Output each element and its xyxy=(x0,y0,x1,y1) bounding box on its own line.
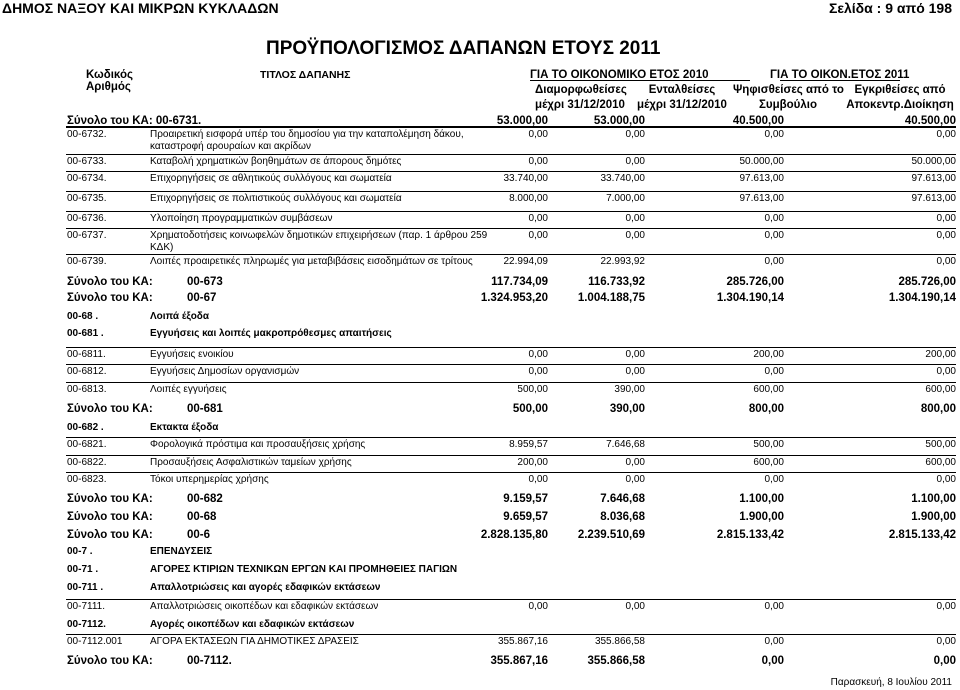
row-description: Λοιπές προαιρετικές πληρωμές για μεταβιβάσεις εισοδημάτων σε τρίτους xyxy=(150,256,473,267)
value-col2: 355.866,58 xyxy=(587,655,645,667)
value-col3: 1.100,00 xyxy=(739,493,784,505)
row-separator xyxy=(66,634,956,635)
col3-header-line1: Ψηφισθείσες από το xyxy=(733,84,844,96)
value-col2: 7.000,00 xyxy=(606,193,645,204)
row-separator xyxy=(66,347,956,348)
value-col4: 0,00 xyxy=(936,230,956,241)
value-col4: 1.100,00 xyxy=(911,493,956,505)
value-col1: 200,00 xyxy=(517,457,548,468)
value-col4: 97.613,00 xyxy=(911,173,956,184)
row-description: Καταβολή χρηματικών βοηθημάτων σε άπορους δημότες xyxy=(150,156,402,167)
row-description: Τόκοι υπερημερίας χρήσης xyxy=(150,474,269,485)
row-description: Εγγυήσεις και λοιπές μακροπρόθεσμες απαιτήσεις xyxy=(150,328,392,339)
row-description: Εγγυήσεις ενοικίου xyxy=(150,349,234,360)
row-separator xyxy=(66,455,956,456)
row-description: Απαλλοτριώσεις και αγορές εδαφικών εκτάσεων xyxy=(150,582,381,593)
value-col2: 0,00 xyxy=(625,457,645,468)
value-col2: 7.646,68 xyxy=(606,439,645,450)
value-col3: 600,00 xyxy=(753,384,784,395)
value-col4: 0,00 xyxy=(936,256,956,267)
value-col3: 1.900,00 xyxy=(739,511,784,523)
row-description: Απαλλοτριώσεις οικοπέδων και εδαφικών εκτάσεων xyxy=(150,601,379,612)
row-separator xyxy=(66,472,956,473)
row-separator xyxy=(66,211,956,212)
value-col1: 9.659,57 xyxy=(503,511,548,523)
row-description: Υλοποίηση προγραμματικών συμβάσεων xyxy=(150,213,333,224)
value-col3: 1.304.190,14 xyxy=(716,292,784,304)
row-description: Αγορές οικοπέδων και εδαφικών εκτάσεων xyxy=(150,619,355,630)
row-code: Σύνολο του ΚΑ: xyxy=(67,529,153,541)
row-separator xyxy=(66,437,956,438)
col3-header-line2: Συμβούλιο xyxy=(759,99,817,111)
col2-header-line1: Ενταλθείσες xyxy=(648,84,716,96)
value-col4: 1.304.190,14 xyxy=(888,292,956,304)
col1-header-line1: Διαμορφωθείσες xyxy=(535,84,627,96)
row-code: 00-6822. xyxy=(67,457,107,468)
row-code: 00-6812. xyxy=(67,366,107,377)
row-code: 00-6813. xyxy=(67,384,107,395)
value-col3: 0,00 xyxy=(764,636,784,647)
row-description: Χρηματοδοτήσεις κοινωφελών δημοτικών επιχειρήσεων (παρ. 1 άρθρου 259 ΚΔΚ) xyxy=(150,230,488,253)
value-col3: 50.000,00 xyxy=(739,156,784,167)
municipality-name: ΔΗΜΟΣ ΝΑΞΟΥ ΚΑΙ ΜΙΚΡΩΝ ΚΥΚΛΑΔΩΝ xyxy=(2,0,279,16)
value-col4: 0,00 xyxy=(936,213,956,224)
row-code: Σύνολο του ΚΑ: xyxy=(67,511,153,523)
value-col4: 50.000,00 xyxy=(911,156,956,167)
value-col3: 0,00 xyxy=(764,601,784,612)
value-col1: 33.740,00 xyxy=(503,173,548,184)
value-col3: 97.613,00 xyxy=(739,193,784,204)
value-col2: 355.866,58 xyxy=(594,636,645,647)
total-code: 00-7112. xyxy=(187,655,232,667)
value-col4: 97.613,00 xyxy=(911,193,956,204)
row-code: Σύνολο του ΚΑ: xyxy=(67,493,153,505)
page-number: Σελίδα : 9 από 198 xyxy=(828,0,952,16)
footer-date: Παρασκευή, 8 Ιουλίου 2011 xyxy=(830,677,952,688)
value-col4: 0,00 xyxy=(936,366,956,377)
col1-header-line2: μέχρι 31/12/2010 xyxy=(535,99,625,111)
row-code: 00-7112.001 xyxy=(67,636,123,647)
value-col1: 355.867,16 xyxy=(490,655,548,667)
value-col2: 0,00 xyxy=(625,156,645,167)
value-col1: 0,00 xyxy=(528,474,548,485)
row-separator xyxy=(66,364,956,365)
value-col2: 22.993,92 xyxy=(600,256,645,267)
value-col3: 800,00 xyxy=(748,403,784,415)
value-col4: 0,00 xyxy=(933,655,956,667)
value-col1: 0,00 xyxy=(528,601,548,612)
row-separator xyxy=(66,382,956,383)
row-description: Εγγυήσεις Δημοσίων οργανισμών xyxy=(150,366,300,377)
row-description: Προαιρετική εισφορά υπέρ του δημοσίου για την καταπολέμηση δάκου, καταστροφή αρουραίων και ακρίδων xyxy=(150,129,464,152)
value-col2: 0,00 xyxy=(625,230,645,241)
row-code: 00-6823. xyxy=(67,474,107,485)
row-description: Φορολογικά πρόστιμα και προσαυξήσεις χρήσης xyxy=(150,439,366,450)
row-separator xyxy=(66,254,956,255)
code-header-line2: Αριθμός xyxy=(86,81,131,93)
row-description: Εκτακτα έξοδα xyxy=(150,422,219,433)
value-col3: 600,00 xyxy=(753,457,784,468)
total-code: 00-682 xyxy=(187,493,223,505)
row-code: 00-7111. xyxy=(67,601,105,612)
row-separator xyxy=(66,599,956,600)
row-code: 00-682 . xyxy=(67,422,104,433)
value-col1: 0,00 xyxy=(528,156,548,167)
value-col4: 1.900,00 xyxy=(911,511,956,523)
value-col3: 2.815.133,42 xyxy=(716,529,784,541)
value-col2: 0,00 xyxy=(625,213,645,224)
row-code: 00-681 . xyxy=(67,328,104,339)
value-col4: 0,00 xyxy=(936,129,956,140)
row-separator xyxy=(66,228,956,229)
row-description: Επιχορηγήσεις σε πολιτιστικούς συλλόγους και σωματεία xyxy=(150,193,402,204)
value-col4: 0,00 xyxy=(936,474,956,485)
fy2010-header: ΓΙΑ ΤΟ ΟΙΚΟΝΟΜΙΚΟ ΕΤΟΣ 2010 xyxy=(530,69,709,81)
value-col3: 0,00 xyxy=(761,655,784,667)
value-col1: 1.324.953,20 xyxy=(480,292,548,304)
row-description: Λοιπές εγγυήσεις xyxy=(150,384,227,395)
col4-header-line1: Εγκριθείσες από xyxy=(854,84,946,96)
value-col1: 9.159,57 xyxy=(503,493,548,505)
total-code: 00-6 xyxy=(187,529,211,541)
value-col4: 600,00 xyxy=(925,384,956,395)
value-col1: 500,00 xyxy=(517,384,548,395)
row-code: 00-6736. xyxy=(67,213,107,224)
row-code: 00-71 . xyxy=(67,564,99,575)
code-header-line1: Κωδικός xyxy=(86,69,133,81)
fy2010-underline xyxy=(530,80,750,81)
row-code: Σύνολο του ΚΑ: xyxy=(67,292,153,304)
value-col2: 0,00 xyxy=(625,129,645,140)
value-col1: 8.000,00 xyxy=(509,193,548,204)
total-code: 00-681 xyxy=(187,403,223,415)
value-col3: 97.613,00 xyxy=(739,173,784,184)
value-col4: 800,00 xyxy=(920,403,956,415)
row-code: 00-6735. xyxy=(67,193,107,204)
row-separator xyxy=(66,127,956,128)
value-col2: 0,00 xyxy=(625,349,645,360)
row-code: Σύνολο του ΚΑ: xyxy=(67,276,153,288)
total-code: 00-68 xyxy=(187,511,217,523)
value-col1: 355.867,16 xyxy=(497,636,548,647)
row-separator xyxy=(66,191,956,192)
value-col2: 8.036,68 xyxy=(600,511,645,523)
value-col4: 0,00 xyxy=(936,636,956,647)
value-col1: 0,00 xyxy=(528,129,548,140)
value-col2: 53.000,00 xyxy=(593,115,645,127)
row-description: Προσαυξήσεις Ασφαλιστικών ταμείων χρήσης xyxy=(150,457,352,468)
value-col1: 0,00 xyxy=(528,366,548,377)
col2-header-line2: μέχρι 31/12/2010 xyxy=(637,99,727,111)
value-col4: 2.815.133,42 xyxy=(888,529,956,541)
value-col4: 600,00 xyxy=(925,457,956,468)
row-code: 00-6739. xyxy=(67,256,107,267)
value-col1: 0,00 xyxy=(528,349,548,360)
value-col4: 0,00 xyxy=(936,601,956,612)
value-col2: 0,00 xyxy=(625,474,645,485)
row-description: ΕΠΕΝΔΥΣΕΙΣ xyxy=(150,546,213,557)
value-col4: 200,00 xyxy=(925,349,956,360)
value-col3: 0,00 xyxy=(764,366,784,377)
value-col3: 0,00 xyxy=(764,230,784,241)
row-description: Επιχορηγήσεις σε αθλητικούς συλλόγους και σωματεία xyxy=(150,173,392,184)
row-code: 00-6821. xyxy=(67,439,107,450)
row-separator xyxy=(66,171,956,172)
total-code: 00-67 xyxy=(187,292,217,304)
row-description: Λοιπά έξοδα xyxy=(150,311,210,322)
row-separator xyxy=(66,154,956,155)
value-col3: 0,00 xyxy=(764,474,784,485)
row-code: 00-6732. xyxy=(67,129,107,140)
row-code: Σύνολο του ΚΑ: xyxy=(67,403,153,415)
title-header: ΤΙΤΛΟΣ ΔΑΠΑΝΗΣ xyxy=(260,69,351,81)
value-col1: 0,00 xyxy=(528,213,548,224)
row-code: 00-6737. xyxy=(67,230,107,241)
value-col3: 0,00 xyxy=(764,213,784,224)
value-col2: 116.733,92 xyxy=(588,276,645,288)
value-col1: 22.994,09 xyxy=(503,256,548,267)
row-code: Σύνολο του ΚΑ: xyxy=(67,655,153,667)
value-col2: 390,00 xyxy=(614,384,645,395)
value-col3: 0,00 xyxy=(764,256,784,267)
value-col2: 2.239.510,69 xyxy=(577,529,645,541)
value-col1: 2.828.135,80 xyxy=(480,529,548,541)
row-code: 00-711 . xyxy=(67,582,104,593)
page-title: ΠΡΟΫΠΟΛΟΓΙΣΜΟΣ ΔΑΠΑΝΩΝ ΕΤΟΥΣ 2011 xyxy=(266,38,661,59)
value-col1: 53.000,00 xyxy=(496,115,548,127)
value-col2: 0,00 xyxy=(625,601,645,612)
row-code: 00-6734. xyxy=(67,173,107,184)
value-col3: 0,00 xyxy=(764,129,784,140)
row-code: 00-7 . xyxy=(67,546,93,557)
row-code: 00-7112. xyxy=(67,619,106,630)
value-col2: 390,00 xyxy=(609,403,645,415)
value-col4: 500,00 xyxy=(925,439,956,450)
fy2011-underline xyxy=(780,80,900,81)
value-col4: 40.500,00 xyxy=(904,115,956,127)
value-col2: 33.740,00 xyxy=(600,173,645,184)
value-col2: 0,00 xyxy=(625,366,645,377)
value-col1: 500,00 xyxy=(512,403,548,415)
row-description: ΑΓΟΡΕΣ ΚΤΙΡΙΩΝ ΤΕΧΝΙΚΩΝ ΕΡΓΩΝ ΚΑΙ ΠΡΟΜΗΘΕΙΕΣ ΠΑΓΙΩΝ xyxy=(150,564,458,575)
fy2011-header: ΓΙΑ ΤΟ ΟΙΚΟΝ.ΕΤΟΣ 2011 xyxy=(770,69,910,81)
value-col1: 8.959,57 xyxy=(509,439,548,450)
row-code: 00-6811. xyxy=(67,349,106,360)
total-code: 00-673 xyxy=(187,276,223,288)
value-col3: 285.726,00 xyxy=(726,276,784,288)
value-col1: 117.734,09 xyxy=(491,276,548,288)
row-code: 00-6733. xyxy=(67,156,107,167)
value-col2: 1.004.188,75 xyxy=(577,292,645,304)
value-col3: 200,00 xyxy=(753,349,784,360)
value-col3: 40.500,00 xyxy=(732,115,784,127)
row-code: Σύνολο του ΚΑ: 00-6731. xyxy=(67,115,202,127)
value-col2: 7.646,68 xyxy=(600,493,645,505)
value-col1: 0,00 xyxy=(528,230,548,241)
value-col4: 285.726,00 xyxy=(898,276,956,288)
value-col3: 500,00 xyxy=(753,439,784,450)
row-code: 00-68 . xyxy=(67,311,99,322)
col4-header-line2: Αποκεντρ.Διοίκηση xyxy=(846,99,954,111)
row-description: ΑΓΟΡΑ ΕΚΤΑΣΕΩΝ ΓΙΑ ΔΗΜΟΤΙΚΕΣ ΔΡΑΣΕΙΣ xyxy=(150,636,359,647)
